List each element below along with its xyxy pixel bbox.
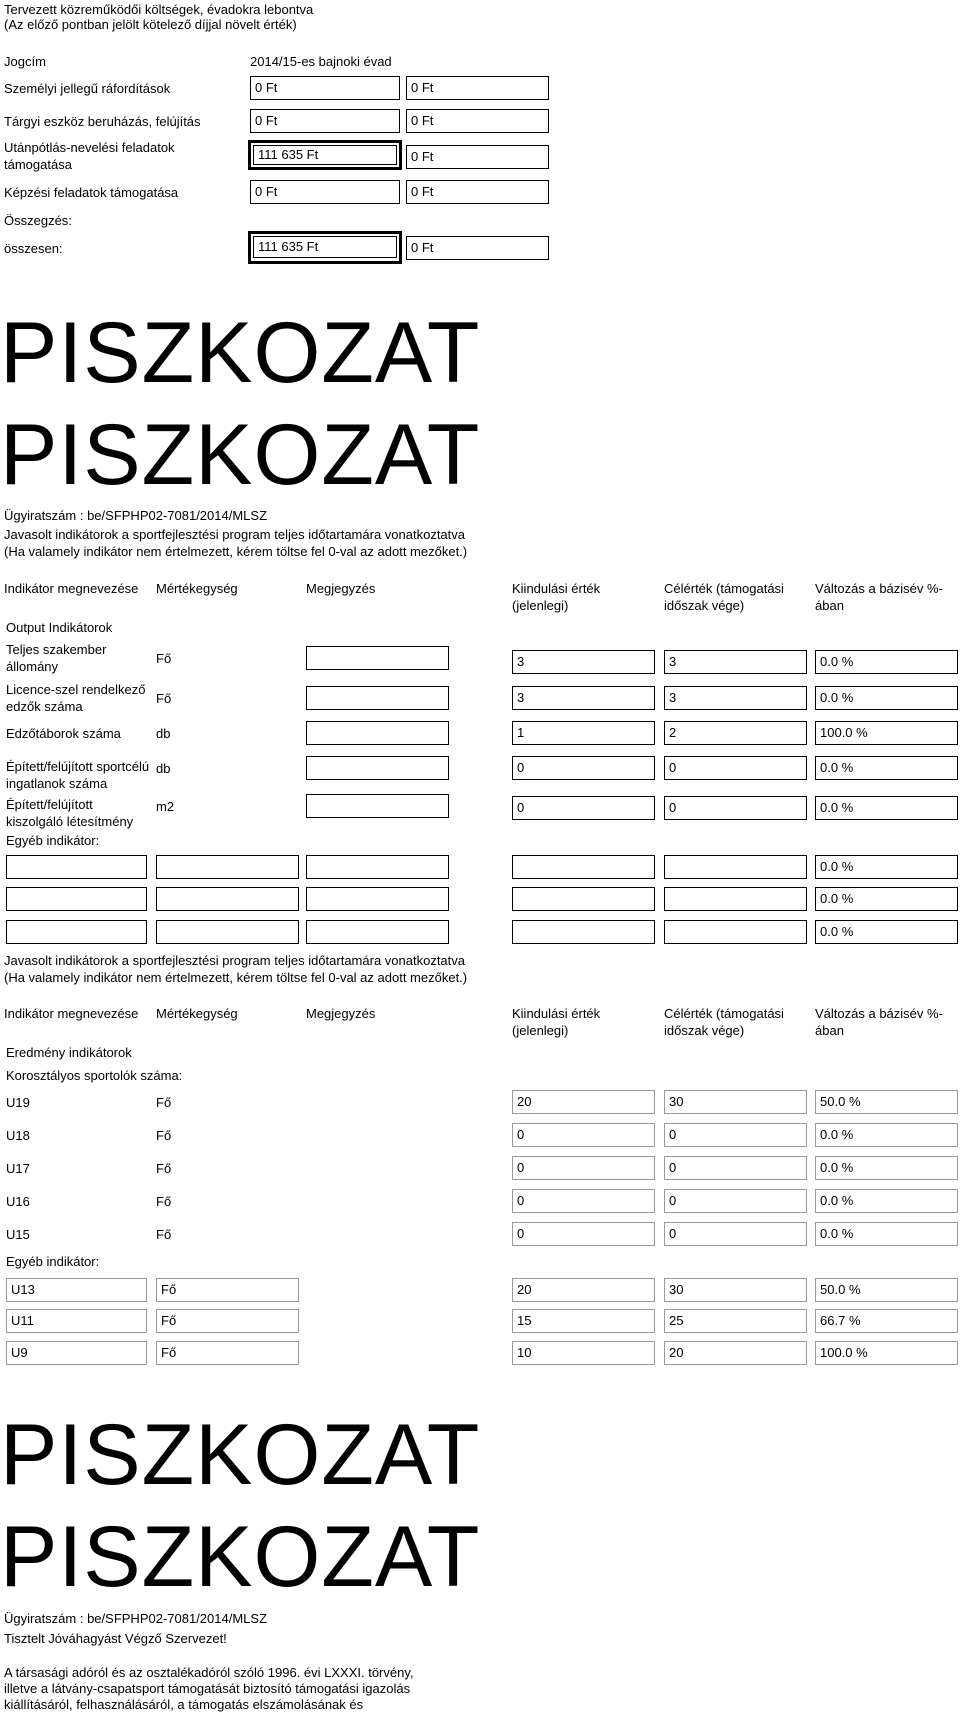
target-value-input[interactable]: 3 [664, 686, 807, 710]
change-value: 50.0 [820, 1282, 846, 1297]
change-value: 0.0 [820, 891, 839, 906]
file-number: Ügyiratszám : be/SFPHP02-7081/2014/MLSZ [4, 508, 268, 523]
cost-value-field[interactable]: 0 Ft [250, 76, 400, 100]
indicator-name: Teljes szakember állomány [6, 642, 107, 674]
base-value-input[interactable]: 0 [512, 1222, 655, 1246]
base-value-input[interactable]: 3 [512, 650, 655, 674]
header-change: Változás a bázisév %-ában [815, 1006, 943, 1038]
target-value-input[interactable] [664, 855, 807, 879]
base-value-input[interactable] [512, 887, 655, 911]
percent-sign: % [848, 1313, 861, 1328]
percent-sign: % [841, 1226, 854, 1241]
total-value-field[interactable]: 0 Ft [406, 236, 549, 260]
percent-sign: % [841, 760, 854, 775]
header-change: Változás a bázisév %-ában [815, 581, 943, 613]
other-name-input[interactable]: U11 [6, 1309, 147, 1333]
indicator-name: U19 [6, 1095, 30, 1110]
cost-row-label: Személyi jellegű ráfordítások [4, 81, 171, 96]
indicator-unit: Fő [156, 1194, 172, 1209]
percent-sign: % [848, 1282, 861, 1297]
intro-text: Javasolt indikátorok a sportfejlesztési program teljes időtartamára vonatkoztatva [4, 953, 465, 968]
indicator-unit: Fő [156, 651, 172, 666]
cost-value-field[interactable]: 0 Ft [250, 109, 400, 133]
target-value-input[interactable]: 20 [664, 1341, 807, 1365]
change-value-field[interactable] [815, 1341, 958, 1365]
base-value-input[interactable]: 10 [512, 1341, 655, 1365]
change-value-field[interactable] [815, 686, 958, 710]
percent-sign: % [841, 654, 854, 669]
base-value-input[interactable]: 15 [512, 1309, 655, 1333]
change-value-field[interactable] [815, 756, 958, 780]
percent-sign: % [841, 859, 854, 874]
cost-value-field[interactable]: 0 Ft [406, 109, 549, 133]
indicator-unit: Fő [156, 1227, 172, 1242]
base-value-input[interactable] [512, 920, 655, 944]
cost-value-field[interactable]: 0 Ft [406, 145, 549, 169]
target-value-input[interactable]: 0 [664, 1123, 807, 1147]
base-value-input[interactable]: 0 [512, 796, 655, 820]
other-unit-input[interactable] [156, 855, 299, 879]
note-input[interactable] [306, 855, 449, 879]
other-name-input[interactable]: U13 [6, 1278, 147, 1302]
percent-sign: % [841, 1127, 854, 1142]
note-input[interactable] [306, 920, 449, 944]
other-name-input[interactable]: U9 [6, 1341, 147, 1365]
indicator-unit: db [156, 726, 171, 741]
draft-watermark: PISZKOZAT [0, 1407, 481, 1503]
change-value-field[interactable] [815, 920, 958, 944]
change-value-field[interactable] [815, 1156, 958, 1180]
other-unit-input[interactable]: Fő [156, 1278, 299, 1302]
total-value-field[interactable]: 111 635 Ft [253, 236, 397, 258]
change-value: 0.0 [820, 1160, 839, 1175]
target-value-input[interactable]: 0 [664, 1189, 807, 1213]
other-unit-input[interactable] [156, 920, 299, 944]
greeting: Tisztelt Jóváhagyást Végző Szervezet! [4, 1631, 227, 1646]
indicator-name: U17 [6, 1161, 30, 1176]
percent-sign: % [841, 891, 854, 906]
indicator-unit: Fő [156, 1095, 172, 1110]
header-unit: Mértékegység [156, 1006, 238, 1021]
target-value-input[interactable]: 30 [664, 1278, 807, 1302]
indicator-name: U16 [6, 1194, 30, 1209]
header-note: Megjegyzés [306, 581, 376, 596]
change-value: 100.0 [820, 1345, 853, 1360]
change-value-field[interactable] [815, 796, 958, 820]
change-value: 0.0 [820, 1193, 839, 1208]
percent-sign: % [841, 1193, 854, 1208]
indicator-unit: Fő [156, 1161, 172, 1176]
note-input[interactable] [306, 756, 449, 780]
target-value-input[interactable]: 0 [664, 756, 807, 780]
indicator-unit: Fő [156, 691, 172, 706]
result-section-title: Eredmény indikátorok [6, 1045, 132, 1060]
change-value: 0.0 [820, 800, 839, 815]
other-unit-input[interactable] [156, 887, 299, 911]
base-value-input[interactable]: 0 [512, 1123, 655, 1147]
change-value-field[interactable] [815, 1123, 958, 1147]
indicator-name: Épített/felújított kiszolgáló létesítmény [6, 797, 134, 829]
draft-watermark: PISZKOZAT [0, 305, 481, 401]
change-value: 0.0 [820, 654, 839, 669]
header-note: Megjegyzés [306, 1006, 376, 1021]
body-text: illetve a látvány-csapatsport támogatását biztosító támogatási igazolás [4, 1681, 411, 1696]
indicator-name: Edzőtáborok száma [6, 726, 121, 741]
base-value-input[interactable]: 0 [512, 1156, 655, 1180]
indicator-name: Licence-szel rendelkező edzők száma [6, 682, 146, 714]
base-value-input[interactable]: 20 [512, 1090, 655, 1114]
section-subtitle: (Az előző pontban jelölt kötelező díjjal növelt érték) [4, 17, 297, 32]
header-indicator-name: Indikátor megnevezése [4, 581, 139, 596]
target-value-input[interactable]: 25 [664, 1309, 807, 1333]
indicator-name: U15 [6, 1227, 30, 1242]
percent-sign: % [856, 725, 868, 740]
percent-sign: % [856, 1345, 868, 1360]
header-base-value: Kiindulási érték (jelenlegi) [512, 1006, 601, 1038]
base-value-input[interactable]: 1 [512, 721, 655, 745]
change-value-field[interactable] [815, 855, 958, 879]
cost-value-field[interactable]: 0 Ft [250, 180, 400, 204]
intro-text: Javasolt indikátorok a sportfejlesztési program teljes időtartamára vonatkoztatva [4, 527, 465, 542]
target-value-input[interactable]: 0 [664, 1156, 807, 1180]
note-input[interactable] [306, 686, 449, 710]
base-value-input[interactable]: 0 [512, 1189, 655, 1213]
change-value: 100.0 [820, 725, 853, 740]
target-value-input[interactable]: 30 [664, 1090, 807, 1114]
header-indicator-name: Indikátor megnevezése [4, 1006, 139, 1021]
other-unit-input[interactable]: Fő [156, 1309, 299, 1333]
change-value: 0.0 [820, 859, 839, 874]
note-input[interactable] [306, 794, 449, 818]
note-input[interactable] [306, 646, 449, 670]
cost-value-field[interactable]: 0 Ft [406, 180, 549, 204]
cost-row-label: Utánpótlás-nevelési feladatok támogatása [4, 140, 175, 172]
section-title: Tervezett közreműködői költségek, évadokra lebontva [4, 2, 314, 17]
change-value-field[interactable] [815, 1189, 958, 1213]
percent-sign: % [841, 800, 854, 815]
change-value-field[interactable] [815, 650, 958, 674]
base-value-input[interactable]: 3 [512, 686, 655, 710]
change-value-field[interactable] [815, 1278, 958, 1302]
body-text: kiállításáról, felhasználásáról, a támogatás elszámolásának és [4, 1697, 364, 1712]
percent-sign: % [841, 924, 854, 939]
indicator-unit: m2 [156, 799, 175, 814]
indicator-name: Épített/felújított sportcélú ingatlanok száma [6, 759, 150, 791]
percent-sign: % [841, 690, 854, 705]
target-value-input[interactable] [664, 920, 807, 944]
target-value-input[interactable]: 3 [664, 650, 807, 674]
percent-sign: % [848, 1094, 861, 1109]
change-value-field[interactable] [815, 1090, 958, 1114]
header-target-value: Célérték (támogatási időszak vége) [664, 1006, 784, 1038]
change-value: 0.0 [820, 1226, 839, 1241]
target-value-input[interactable]: 2 [664, 721, 807, 745]
change-value: 0.0 [820, 1127, 839, 1142]
season-header: 2014/15-es bajnoki évad [250, 54, 392, 69]
header-base-value: Kiindulási érték (jelenlegi) [512, 581, 601, 613]
change-value: 0.0 [820, 690, 839, 705]
cost-value-field[interactable]: 0 Ft [406, 76, 549, 100]
target-value-input[interactable]: 0 [664, 796, 807, 820]
change-value-field[interactable] [815, 1222, 958, 1246]
change-value: 66.7 [820, 1313, 846, 1328]
change-value: 50.0 [820, 1094, 846, 1109]
col-label-jogcim: Jogcím [4, 54, 46, 69]
intro-note: (Ha valamely indikátor nem értelmezett, kérem töltse fel 0-val az adott mezőket.) [4, 544, 468, 559]
intro-note: (Ha valamely indikátor nem értelmezett, kérem töltse fel 0-val az adott mezőket.) [4, 970, 468, 985]
summary-label: Összegzés: [4, 213, 72, 228]
cost-row-label: Tárgyi eszköz beruházás, felújítás [4, 114, 201, 129]
draft-watermark: PISZKOZAT [0, 1509, 481, 1605]
indicator-unit: db [156, 761, 171, 776]
total-label: összesen: [4, 241, 63, 256]
change-value: 0.0 [820, 924, 839, 939]
target-value-input[interactable] [664, 887, 807, 911]
base-value-input[interactable]: 20 [512, 1278, 655, 1302]
change-value-field[interactable] [815, 887, 958, 911]
change-value-field[interactable] [815, 721, 958, 745]
body-text: A társasági adóról és az osztalékadóról szóló 1996. évi LXXXI. törvény, [4, 1665, 414, 1680]
base-value-input[interactable] [512, 855, 655, 879]
cost-value-field[interactable]: 111 635 Ft [253, 145, 397, 165]
indicator-name: U18 [6, 1128, 30, 1143]
draft-watermark: PISZKOZAT [0, 407, 481, 503]
change-value-field[interactable] [815, 1309, 958, 1333]
note-input[interactable] [306, 887, 449, 911]
age-group-label: Korosztályos sportolók száma: [6, 1068, 183, 1083]
other-indicator-label: Egyéb indikátor: [6, 1254, 100, 1269]
percent-sign: % [841, 1160, 854, 1175]
other-unit-input[interactable]: Fő [156, 1341, 299, 1365]
header-target-value: Célérték (támogatási időszak vége) [664, 581, 784, 613]
other-indicator-label: Egyéb indikátor: [6, 833, 100, 848]
change-value: 0.0 [820, 760, 839, 775]
output-section-title: Output Indikátorok [6, 620, 113, 635]
file-number: Ügyiratszám : be/SFPHP02-7081/2014/MLSZ [4, 1611, 268, 1626]
other-name-input[interactable] [6, 920, 147, 944]
cost-row-label: Képzési feladatok támogatása [4, 185, 179, 200]
note-input[interactable] [306, 721, 449, 745]
header-unit: Mértékegység [156, 581, 238, 596]
other-name-input[interactable] [6, 887, 147, 911]
base-value-input[interactable]: 0 [512, 756, 655, 780]
other-name-input[interactable] [6, 855, 147, 879]
indicator-unit: Fő [156, 1128, 172, 1143]
target-value-input[interactable]: 0 [664, 1222, 807, 1246]
